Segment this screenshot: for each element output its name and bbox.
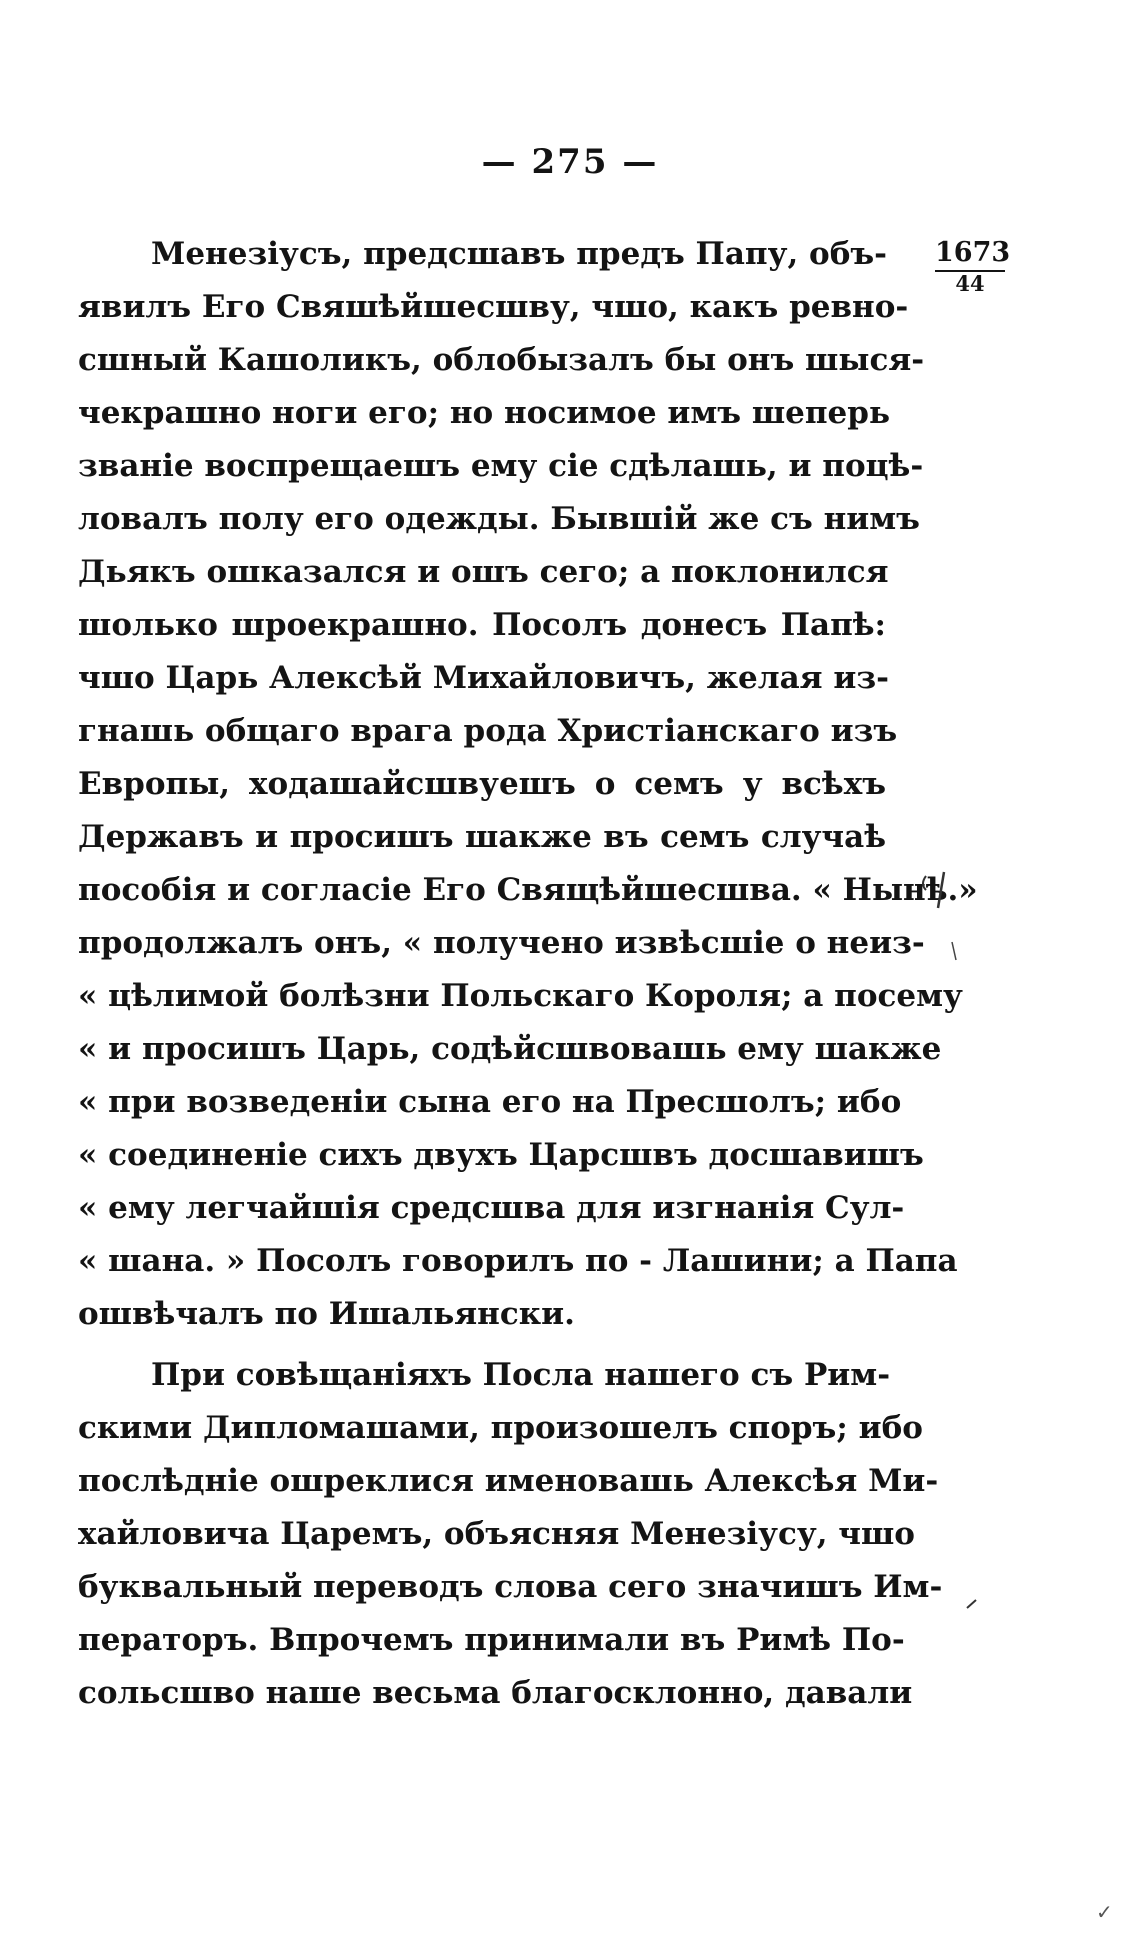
margin-bracket-mark (918, 868, 958, 918)
margin-year-bottom: 44 (955, 271, 985, 296)
margin-year-top: 1673 (935, 238, 1005, 272)
text-line: « шана. » Посолъ говорилъ по - Лашини; а Папа (78, 1243, 958, 1279)
text-line: « цѣлимой болѣзни Польскаго Короля; а посему (78, 978, 963, 1014)
page-number: — 275 — (481, 142, 659, 182)
text-line: буквальный переводъ слова сего значишъ Им- (78, 1569, 943, 1605)
text-line: продолжалъ онъ, « получено извѣсшіе о неиз- (78, 925, 925, 961)
text-line: пособія и согласіе Его Свящѣйшесшва. « Нынѣ.» (78, 872, 978, 908)
text-line: званіе воспрещаешъ ему сіе сдѣлашь, и поцѣ- (78, 448, 924, 484)
text-line: сольсшво наше весьма благосклонно, давали (78, 1675, 913, 1711)
text-line: « и просишъ Царь, содѣйсшвовашь ему шакже (78, 1031, 942, 1067)
corner-mark: ✓ (1096, 1900, 1113, 1924)
text-line: чшо Царь Алексѣй Михайловичъ, желая из- (78, 660, 889, 696)
margin-dot-mark (964, 1596, 980, 1612)
text-line: послѣдніе ошреклися именовашь Алексѣя Ми- (78, 1463, 939, 1499)
text-line: явилъ Его Свяшѣйшесшву, чшо, какъ ревно- (78, 289, 909, 325)
text-line: ошвѣчалъ по Ишальянски. (78, 1296, 575, 1332)
paragraph-gap (78, 1341, 886, 1349)
text-line: Державъ и просишъ шакже въ семъ случаѣ (78, 819, 886, 855)
text-line: гнашь общаго врага рода Христіанскаго изъ (78, 713, 898, 749)
paragraph-2 (78, 1349, 943, 1720)
text-line: хайловича Царемъ, объясняя Менезіусу, чшо (78, 1516, 915, 1552)
text-line: ловалъ полу его одежды. Бывшій же съ нимъ (78, 501, 920, 537)
text-line: « соединеніе сихъ двухъ Царсшвъ досшавишъ (78, 1137, 924, 1173)
text-line: сшный Кашоликъ, облобызалъ бы онъ шыся- (78, 342, 925, 378)
text-line: чекрашно ноги его; но носимое имъ шеперь (78, 395, 890, 431)
text-line: « при возведеніи сына его на Пресшолъ; ибо (78, 1084, 902, 1120)
text-line: скими Дипломашами, произошелъ споръ; ибо (78, 1410, 923, 1446)
text-line: Менезіусъ, предсшавъ предъ Папу, объ- (151, 236, 888, 272)
text-line: « ему легчайшія средсшва для изгнанія Сул- (78, 1190, 905, 1226)
margin-tick-mark (948, 940, 960, 964)
text-line: Европы, ходашайсшвуешъ о семъ у всѣхъ (78, 766, 886, 802)
margin-year-note (935, 237, 1011, 296)
text-line: Дьякъ ошказался и ошъ сего; а поклонился (78, 554, 889, 590)
text-line: шолько шроекрашно. Посолъ донесъ Папѣ: (78, 607, 886, 643)
text-line: ператоръ. Впрочемъ принимали въ Римѣ По- (78, 1622, 905, 1658)
text-line: При совѣщаніяхъ Посла нашего съ Рим- (151, 1357, 891, 1393)
